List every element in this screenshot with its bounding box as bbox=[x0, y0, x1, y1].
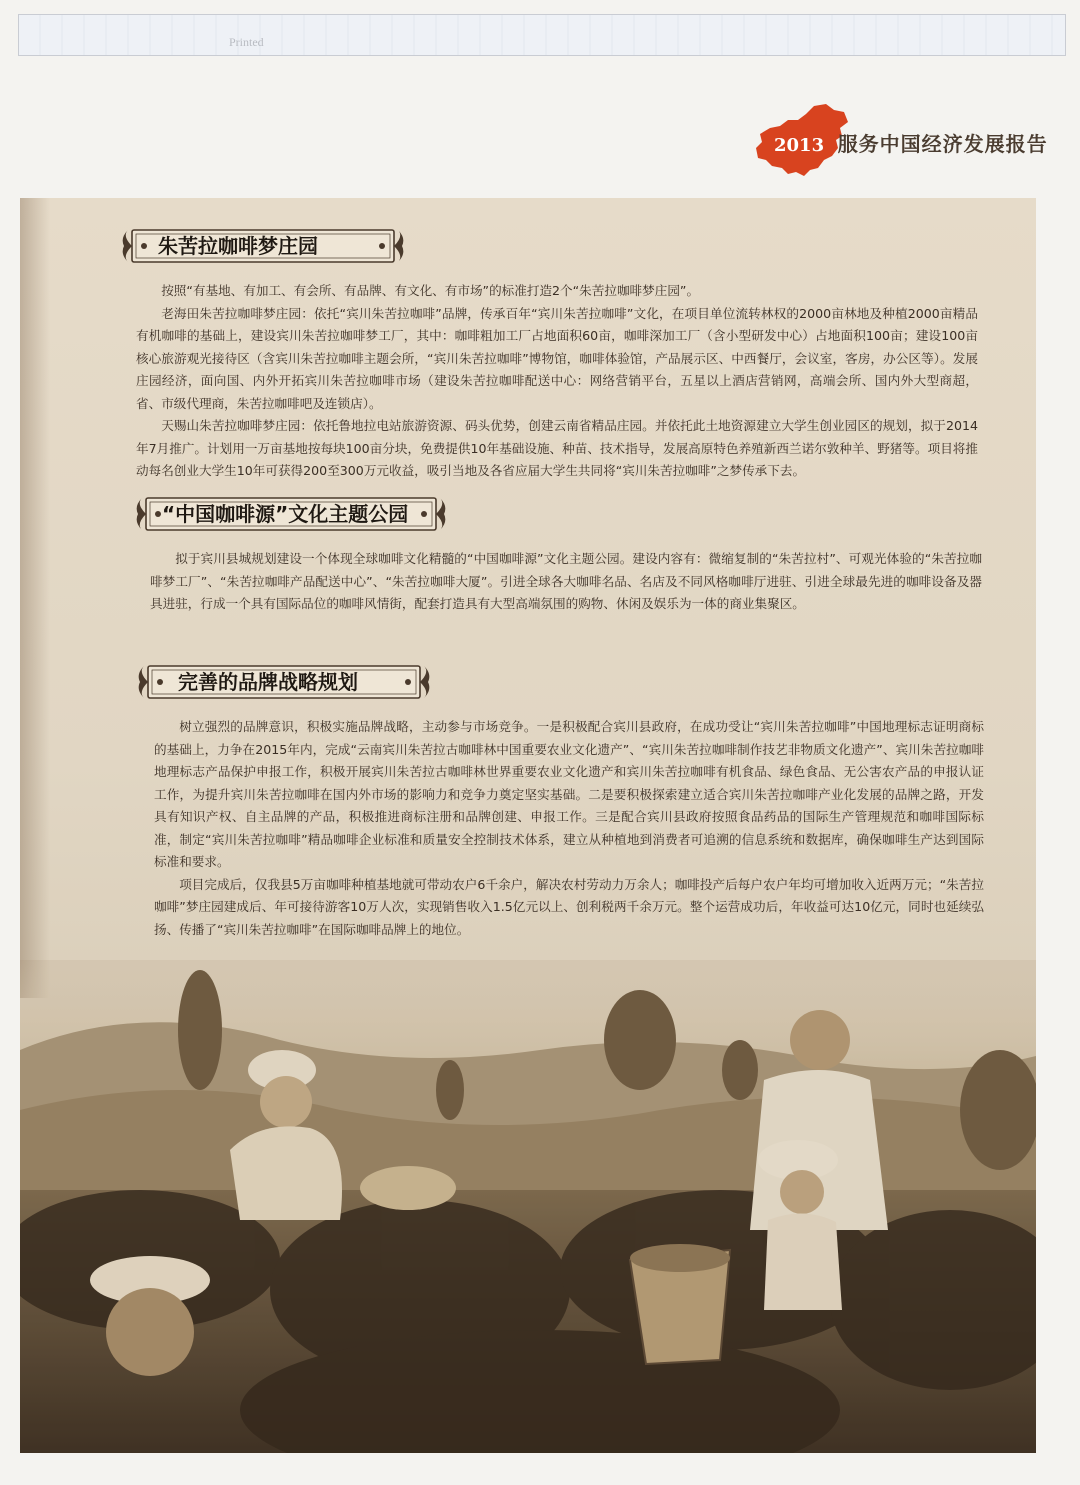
paragraph: 按照“有基地、有加工、有会所、有品牌、有文化、有市场”的标准打造2个“朱苦拉咖啡梦庄园”。 bbox=[161, 283, 700, 298]
section-banner-3 bbox=[134, 660, 434, 704]
paragraph: 天赐山朱苦拉咖啡梦庄园：依托鲁地拉电站旅游资源、码头优势，创建云南省精品庄园。并依托此土地资源建立大学生创业园区的规划，拟于2014年7月推广。计划用一万亩基地按每块100亩分块，免费提供10年基础设施、种苗、技术指导，发展高原特色养殖新西兰诺尔敦种羊、野猪等。项目将推动每名创业大学生10年可获得200至300万元收益，吸引当地及各省应届大学生共同将“宾川朱苦拉咖啡”之梦传承下去。 bbox=[136, 418, 978, 478]
section-body-2 bbox=[150, 548, 982, 616]
paragraph: 拟于宾川县城规划建设一个体现全球咖啡文化精髓的“中国咖啡源”文化主题公园。建设内容有：微缩复制的“朱苦拉村”、可观光体验的“朱苦拉咖啡梦工厂”、“朱苦拉咖啡产品配送中心”、“朱苦拉咖啡大厦”。引进全球各大咖啡名品、名店及不同风格咖啡厅进驻、引进全球最先进的咖啡设备及器具进驻，行成一个具有国际品位的咖啡风情街，配套打造具有大型高端氛围的购物、休闲及娱乐为一体的商业集聚区。 bbox=[150, 551, 982, 611]
coffee-harvest-photo bbox=[20, 960, 1036, 1453]
section-body-1 bbox=[136, 280, 978, 483]
paragraph: 老海田朱苦拉咖啡梦庄园：依托“宾川朱苦拉咖啡”品牌，传承百年“宾川朱苦拉咖啡”文化，在项目单位流转林权的2000亩林地及种植2000亩精品有机咖啡的基础上，建设宾川朱苦拉咖啡梦工厂，其中：咖啡粗加工厂占地面积60亩，咖啡深加工厂（含小型研发中心）占地面积100亩；建设100亩核心旅游观光接待区（含宾川朱苦拉咖啡主题会所，“宾川朱苦拉咖啡”博物馆，咖啡体验馆，产品展示区、中西餐厅，会议室，客房，办公区等）。发展庄园经济，面向国、内外开拓宾川朱苦拉咖啡市场（建设朱苦拉咖啡配送中心：网络营销平台，五星以上酒店营销网，高端会所、国内外大型商超，省、市级代理商，朱苦拉咖啡吧及连锁店）。 bbox=[136, 305, 978, 411]
paragraph: 树立强烈的品牌意识，积极实施品牌战略，主动参与市场竞争。一是积极配合宾川县政府，在成功受让“宾川朱苦拉咖啡”中国地理标志证明商标的基础上，力争在2015年内，完成“云南宾川朱苦拉古咖啡林中国重要农业文化遗产”、“宾川朱苦拉咖啡制作技艺非物质文化遗产”、宾川朱苦拉咖啡地理标志产品保护申报工作，积极开展宾川朱苦拉古咖啡林世界重要农业文化遗产和宾川朱苦拉咖啡有机食品、绿色食品、无公害农产品的申报认证工作，为提升宾川朱苦拉咖啡在国内外市场的影响力和竞争力奠定坚实基础。二是要积极探索建立适合宾川朱苦拉咖啡产业化发展的品牌之路，开发具有知识产权、自主品牌的产品，积极推进商标注册和品牌创建、申报工作。三是配合宾川县政府按照食品药品的国际生产管理规范和咖啡国际标准，制定“宾川朱苦拉咖啡”精品咖啡企业标准和质量安全控制技术体系，建立从种植地到消费者可追溯的信息系统和数据库，确保咖啡生产达到国际标准和要求。 bbox=[154, 719, 984, 869]
header-report-name: 服务中国经济发展报告 bbox=[837, 132, 1048, 156]
section-banner-2 bbox=[132, 492, 450, 536]
section-banner-1 bbox=[118, 224, 408, 268]
top-strip-text: Printed bbox=[229, 35, 264, 49]
paragraph: 项目完成后，仅我县5万亩咖啡种植基地就可带动农户6千余户，解决农村劳动力万余人；咖啡投产后每户农户年均可增加收入近两万元；“朱苦拉咖啡”梦庄园建成后、年可接待游客10万人次，实现销售收入1.5亿元以上、创利税两千余万元。整个运营成功后，年收益可达10亿元，同时也延续弘扬、传播了“宾川朱苦拉咖啡”在国际咖啡品牌上的地位。 bbox=[154, 876, 984, 937]
section-heading: 朱苦拉咖啡梦庄园 bbox=[158, 234, 318, 258]
book-spine-shadow bbox=[20, 198, 50, 998]
section-heading: 完善的品牌战略规划 bbox=[178, 670, 358, 694]
report-header-title bbox=[774, 124, 1048, 164]
header-year: 2013 bbox=[774, 135, 825, 156]
top-scan-strip bbox=[18, 14, 1066, 56]
section-body-3 bbox=[154, 716, 984, 941]
section-heading: “中国咖啡源”文化主题公园 bbox=[162, 502, 409, 526]
